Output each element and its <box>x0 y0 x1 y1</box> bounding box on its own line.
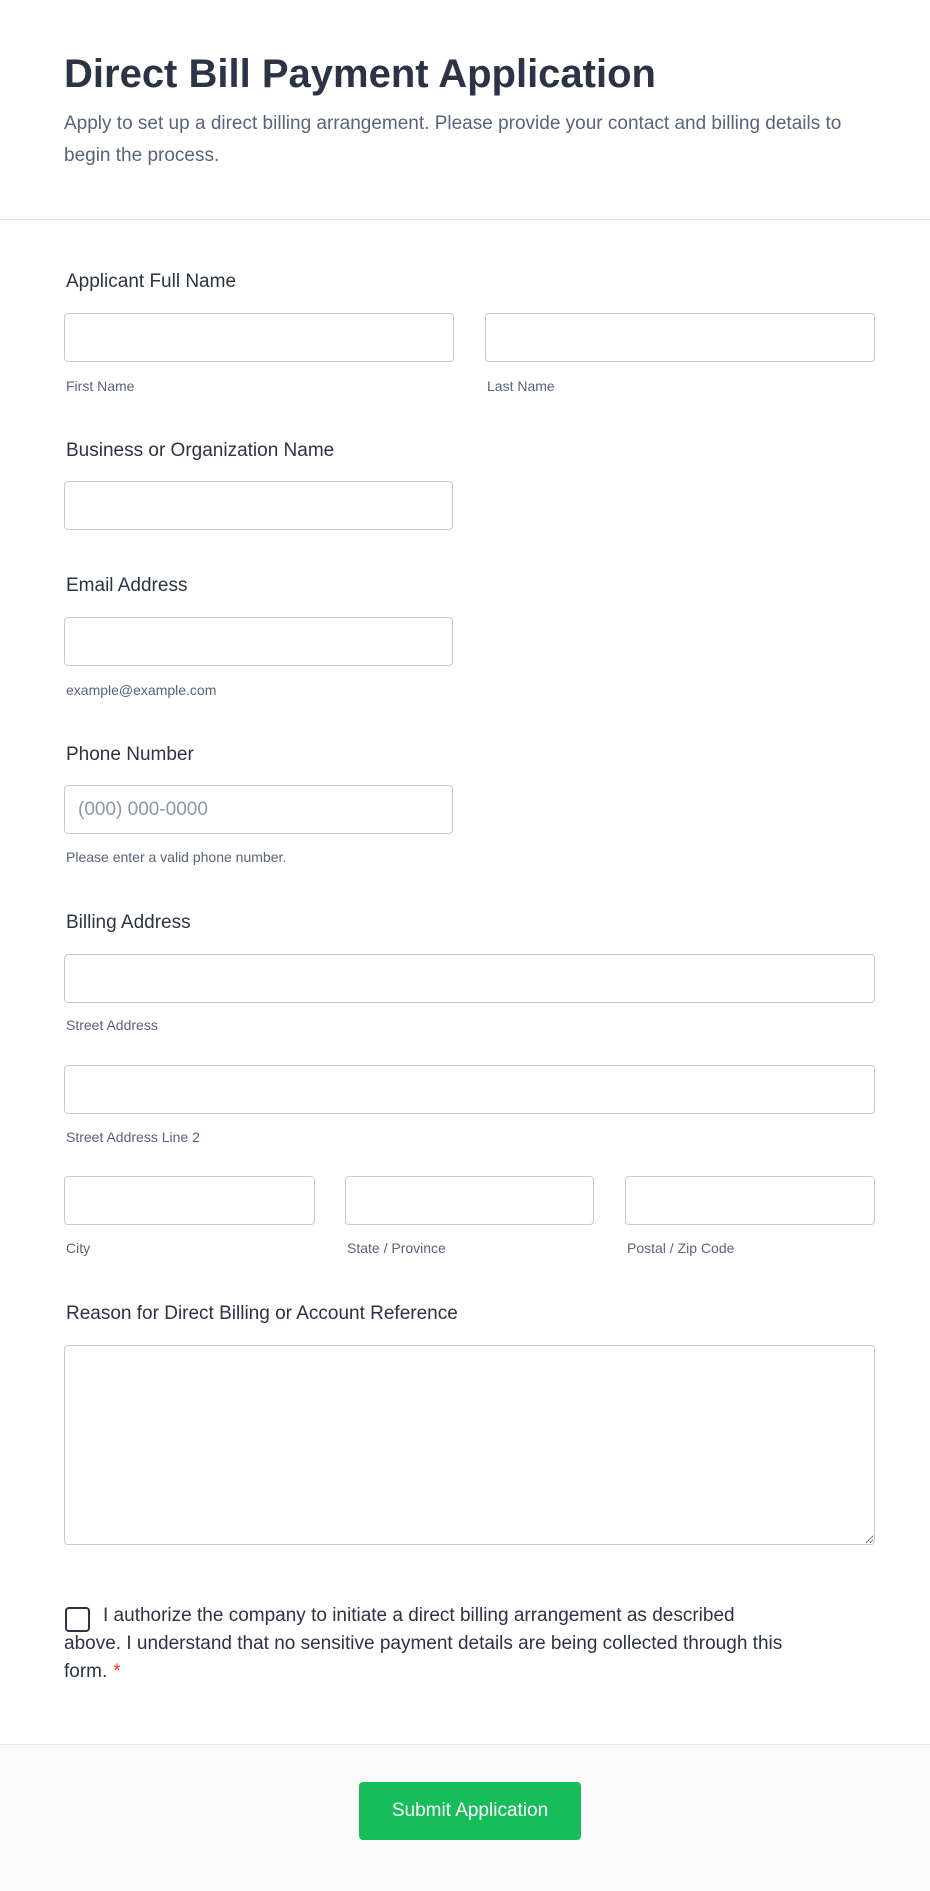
phone-input[interactable] <box>64 785 453 834</box>
last-name-sublabel: Last Name <box>487 378 555 394</box>
street-address-sublabel: Street Address <box>66 1017 158 1033</box>
street-address-line2-sublabel: Street Address Line 2 <box>66 1129 200 1145</box>
street-address-input[interactable] <box>64 954 875 1003</box>
reason-label: Reason for Direct Billing or Account Reference <box>66 1303 458 1324</box>
email-label: Email Address <box>66 575 188 596</box>
page-subtitle: Apply to set up a direct billing arrangement. Please provide your contact and billing details to begin the process. <box>64 113 842 166</box>
page-title: Direct Bill Payment Application <box>64 52 656 96</box>
city-sublabel: City <box>66 1240 91 1256</box>
business-name-label: Business or Organization Name <box>66 440 335 461</box>
last-name-input[interactable] <box>485 313 875 362</box>
required-mark: * <box>113 1661 121 1682</box>
applicant-name-label: Applicant Full Name <box>66 271 237 292</box>
first-name-sublabel: First Name <box>66 378 135 394</box>
consent-label: I authorize the company to initiate a direct billing arrangement as described above. I understand that no sensitive payment details are being collected through this form. <box>64 1605 783 1682</box>
state-sublabel: State / Province <box>347 1240 446 1256</box>
zip-input[interactable] <box>625 1176 875 1225</box>
billing-address-label: Billing Address <box>66 912 191 933</box>
phone-label: Phone Number <box>66 744 194 765</box>
first-name-input[interactable] <box>64 313 454 362</box>
state-input[interactable] <box>345 1176 594 1225</box>
submit-application-button[interactable]: Submit Application <box>359 1782 581 1840</box>
city-input[interactable] <box>64 1176 315 1225</box>
phone-sublabel: Please enter a valid phone number. <box>66 849 287 865</box>
business-name-input[interactable] <box>64 481 453 530</box>
consent-text <box>64 1602 784 1686</box>
zip-sublabel: Postal / Zip Code <box>627 1240 735 1256</box>
consent-checkbox[interactable] <box>65 1607 90 1632</box>
street-address-line2-input[interactable] <box>64 1065 875 1114</box>
reason-textarea[interactable] <box>64 1345 875 1545</box>
email-input[interactable] <box>64 617 453 666</box>
email-sublabel: example@example.com <box>66 682 217 698</box>
